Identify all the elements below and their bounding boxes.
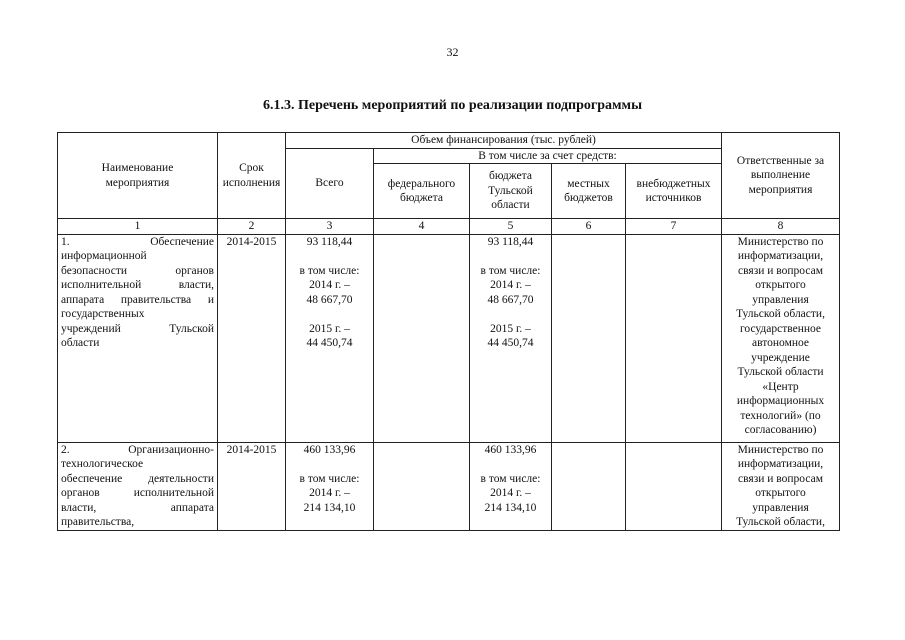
activity-term: 2014-2015	[218, 442, 286, 530]
column-number: 3	[286, 219, 374, 235]
activity-name: 2. Организационно- технологическое обеспечение деятельности органов исполнительной власти, аппарата правительства,	[58, 442, 218, 530]
page-number: 32	[446, 45, 459, 59]
header-regional: бюджета Тульской области	[470, 164, 552, 219]
column-number: 4	[374, 219, 470, 235]
total-amount: 460 133,96 в том числе: 2014 г. – 214 134,10	[286, 442, 374, 530]
header-name: Наименование мероприятия	[58, 133, 218, 219]
activities-table	[57, 132, 840, 531]
column-number: 5	[470, 219, 552, 235]
header-federal: федерального бюджета	[374, 164, 470, 219]
table-row	[58, 442, 840, 530]
federal-amount	[374, 442, 470, 530]
local-amount	[552, 234, 626, 442]
header-including: В том числе за счет средств:	[374, 148, 722, 164]
responsible-parties: Министерство по информатизации, связи и вопросам открытого управления Тульской области, государственное автономное учреждение Тульской области «Центр информационных технологий» (по согласованию)	[722, 234, 840, 442]
column-number: 1	[58, 219, 218, 235]
header-local: местных бюджетов	[552, 164, 626, 219]
column-number: 7	[626, 219, 722, 235]
column-number: 6	[552, 219, 626, 235]
column-numbers-row	[58, 219, 840, 235]
section-title: 6.1.3. Перечень мероприятий по реализации подпрограммы	[262, 98, 643, 113]
column-number: 8	[722, 219, 840, 235]
total-amount: 93 118,44 в том числе: 2014 г. – 48 667,70 2015 г. – 44 450,74	[286, 234, 374, 442]
header-responsible: Ответственные за выполнение мероприятия	[722, 133, 840, 219]
regional-amount: 93 118,44 в том числе: 2014 г. – 48 667,70 2015 г. – 44 450,74	[470, 234, 552, 442]
extrabudget-amount	[626, 442, 722, 530]
regional-amount: 460 133,96 в том числе: 2014 г. – 214 134,10	[470, 442, 552, 530]
header-extrabudget: внебюджетных источников	[626, 164, 722, 219]
header-total: Всего	[286, 148, 374, 219]
header-financing: Объем финансирования (тыс. рублей)	[286, 133, 722, 149]
table-row	[58, 234, 840, 442]
header-term: Срок исполнения	[218, 133, 286, 219]
activity-name: 1. Обеспечение информационной безопасности органов исполнительной власти, аппарата правительства и государственных учреждений Тульской области	[58, 234, 218, 442]
federal-amount	[374, 234, 470, 442]
responsible-parties: Министерство по информатизации, связи и вопросам открытого управления Тульской области,	[722, 442, 840, 530]
column-number: 2	[218, 219, 286, 235]
activity-term: 2014-2015	[218, 234, 286, 442]
extrabudget-amount	[626, 234, 722, 442]
local-amount	[552, 442, 626, 530]
